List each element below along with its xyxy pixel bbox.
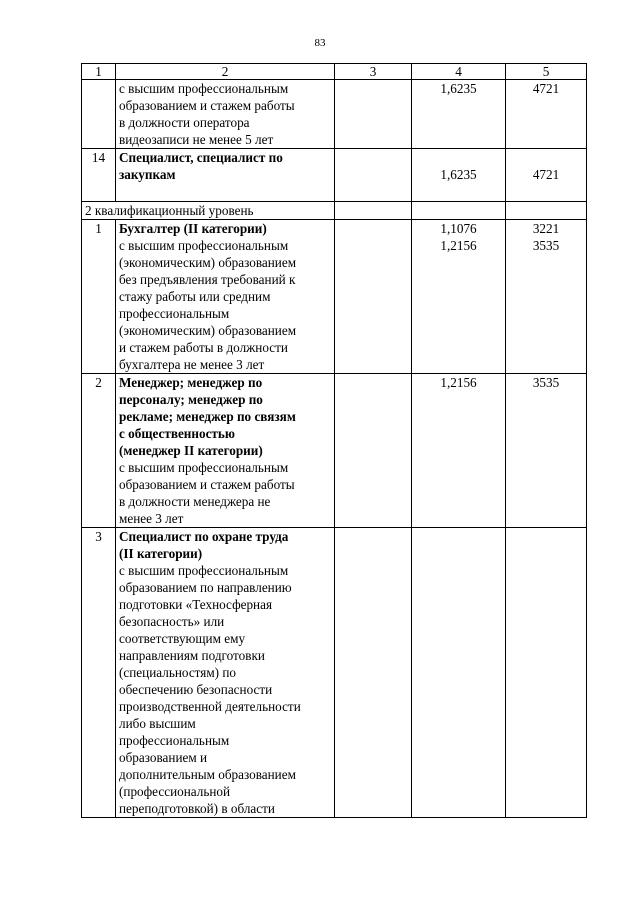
text-line: стажу работы или средним xyxy=(119,289,271,304)
salary-value xyxy=(506,220,587,374)
empty-cell xyxy=(335,220,412,374)
header-cell: 5 xyxy=(506,64,587,80)
table-row xyxy=(82,220,587,374)
text-line: (специальностям) по xyxy=(119,665,237,680)
position-title xyxy=(119,220,331,237)
coefficient-value xyxy=(412,80,506,149)
text-line: с высшим профессиональным xyxy=(119,238,289,253)
row-number xyxy=(82,80,116,149)
empty-cell xyxy=(335,374,412,528)
position-cell xyxy=(116,220,335,374)
text-line: безопасность» или xyxy=(119,614,225,629)
empty-cell xyxy=(506,528,587,818)
position-description xyxy=(119,562,331,817)
text-line: с высшим профессиональным xyxy=(119,563,289,578)
page-number: 83 xyxy=(314,37,326,49)
text-line: с общественностью xyxy=(119,426,235,441)
text-line: 1,1076 xyxy=(440,221,477,236)
text-line: 3221 xyxy=(532,221,560,236)
text-line: (профессиональной xyxy=(119,784,231,799)
salary-value xyxy=(506,374,587,528)
qualification-level-label: 2 квалификационный уровень xyxy=(82,202,335,220)
header-cell: 1 xyxy=(82,64,116,80)
text-line: обеспечению безопасности xyxy=(119,682,273,697)
header-cell: 3 xyxy=(335,64,412,80)
text-line: Специалист, специалист по xyxy=(119,150,283,165)
table-row xyxy=(82,528,587,818)
table-row xyxy=(82,80,587,149)
text-line: 1,2156 xyxy=(440,238,477,253)
text-line: закупкам xyxy=(119,167,176,182)
text-line: Специалист по охране труда xyxy=(119,529,289,544)
text-line: профессиональным xyxy=(119,733,230,748)
salary-table xyxy=(81,63,587,818)
position-cell xyxy=(116,528,335,818)
text-line: 3535 xyxy=(532,238,560,253)
text-line: (II категории) xyxy=(119,546,203,561)
text-line: образованием и стажем работы xyxy=(119,477,295,492)
text-line: Менеджер; менеджер по xyxy=(119,375,263,390)
text-line: профессиональным xyxy=(119,306,230,321)
text-line: подготовки «Техносферная xyxy=(119,597,273,612)
text-line: рекламе; менеджер по связям xyxy=(119,409,296,424)
text-line: в должности оператора xyxy=(119,115,250,130)
empty-cell xyxy=(335,149,412,202)
row-number: 3 xyxy=(82,528,116,818)
position-title xyxy=(119,374,331,459)
text-line: персоналу; менеджер по xyxy=(119,392,263,407)
table-row xyxy=(82,374,587,528)
coefficient-value xyxy=(412,220,506,374)
empty-cell xyxy=(412,528,506,818)
text-line: с высшим профессиональным xyxy=(119,460,289,475)
position-cell xyxy=(116,374,335,528)
text-line: производственной деятельности xyxy=(119,699,301,714)
row-number: 14 xyxy=(82,149,116,202)
text-line: с высшим профессиональным xyxy=(119,81,289,96)
table-header-row xyxy=(82,64,587,80)
empty-cell xyxy=(506,202,587,220)
text-line: образованием и xyxy=(119,750,208,765)
text-line: 1,6235 xyxy=(440,167,477,182)
text-line: бухгалтера не менее 3 лет xyxy=(119,357,265,372)
coefficient-value xyxy=(412,374,506,528)
text-line: и стажем работы в должности xyxy=(119,340,288,355)
position-description xyxy=(119,459,331,527)
text-line: 4721 xyxy=(532,167,560,182)
text-line: менее 3 лет xyxy=(119,511,184,526)
text-line: дополнительным образованием xyxy=(119,767,296,782)
text-line: 4721 xyxy=(532,81,560,96)
text-line: переподготовкой) в области xyxy=(119,801,275,816)
text-line: соответствующим ему xyxy=(119,631,246,646)
empty-cell xyxy=(335,528,412,818)
text-line: либо высшим xyxy=(119,716,196,731)
empty-cell xyxy=(412,202,506,220)
text-line: (менеджер II категории) xyxy=(119,443,263,458)
position-description xyxy=(116,80,335,149)
text-line: в должности менеджера не xyxy=(119,494,271,509)
text-line: без предъявления требований к xyxy=(119,272,296,287)
text-line: Бухгалтер (II категории) xyxy=(119,221,267,236)
table-row xyxy=(82,202,587,220)
salary-value xyxy=(506,80,587,149)
row-number: 2 xyxy=(82,374,116,528)
text-line: (экономическим) образованием xyxy=(119,255,297,270)
row-number: 1 xyxy=(82,220,116,374)
position-title xyxy=(116,149,335,202)
text-line: образованием по направлению xyxy=(119,580,292,595)
text-line: (экономическим) образованием xyxy=(119,323,297,338)
coefficient-value xyxy=(412,149,506,202)
header-cell: 4 xyxy=(412,64,506,80)
text-line: образованием и стажем работы xyxy=(119,98,295,113)
text-line: 3535 xyxy=(532,375,560,390)
position-title xyxy=(119,528,331,562)
position-description xyxy=(119,237,331,373)
text-line: 1,2156 xyxy=(440,375,477,390)
empty-cell xyxy=(335,80,412,149)
header-cell: 2 xyxy=(116,64,335,80)
salary-value xyxy=(506,149,587,202)
table-row xyxy=(82,149,587,202)
text-line: направлениям подготовки xyxy=(119,648,265,663)
text-line: видеозаписи не менее 5 лет xyxy=(119,132,274,147)
empty-cell xyxy=(335,202,412,220)
text-line: 1,6235 xyxy=(440,81,477,96)
